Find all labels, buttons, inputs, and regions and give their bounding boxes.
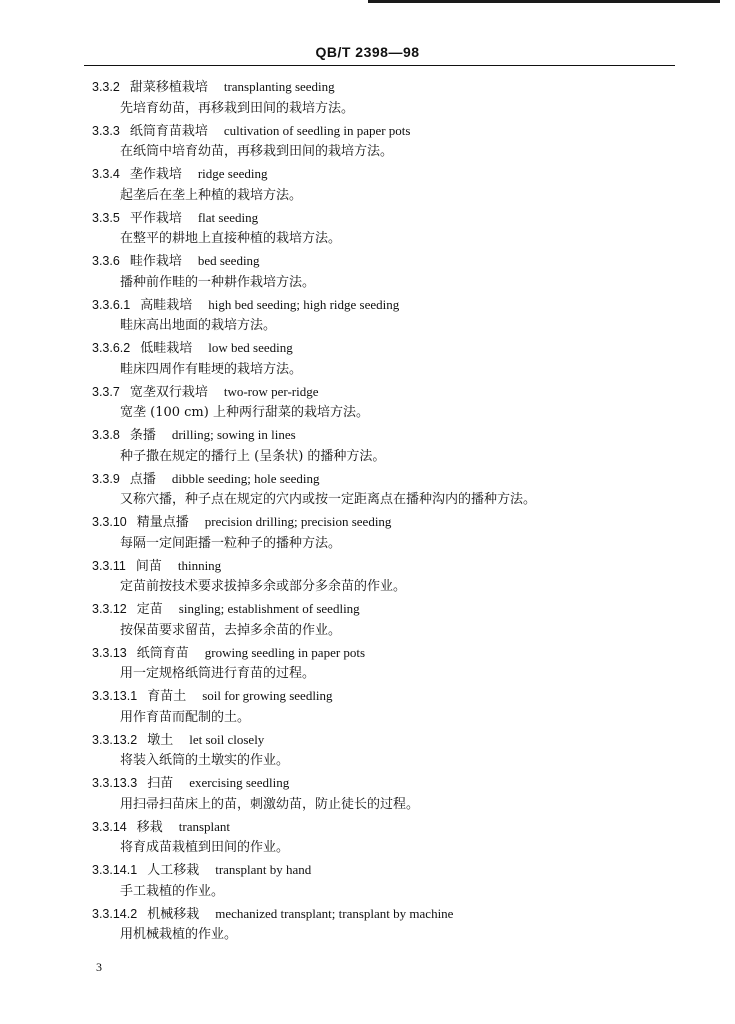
page-number: 3 <box>96 960 102 974</box>
term-chinese: 移栽 <box>136 819 163 835</box>
term-english: high bed seeding; high ridge seeding <box>208 296 400 312</box>
term-number: 3.3.13.3 <box>92 776 138 790</box>
term-line <box>92 816 692 838</box>
term-entry <box>92 76 692 120</box>
term-english: let soil closely <box>189 731 265 747</box>
term-line <box>92 381 692 403</box>
term-number: 3.3.6 <box>92 254 120 268</box>
term-number: 3.3.4 <box>92 167 120 181</box>
term-chinese: 间苗 <box>135 558 162 574</box>
term-line <box>92 859 692 881</box>
term-chinese: 育苗土 <box>147 689 187 704</box>
term-entry <box>92 294 692 338</box>
term-line <box>92 598 692 620</box>
term-english: precision drilling; precision seeding <box>204 514 392 529</box>
term-english: mechanized transplant; transplant by machine <box>215 905 454 921</box>
term-number: 3.3.9 <box>92 471 120 486</box>
term-number: 3.3.13 <box>92 645 127 660</box>
term-number: 3.3.13.2 <box>92 732 138 747</box>
term-definition: 用机械栽植的作业。 <box>120 927 238 942</box>
term-number: 3.3.6.1 <box>92 297 131 312</box>
term-definition: 用作育苗而配制的土。 <box>120 709 251 725</box>
term-english: dibble seeding; hole seeding <box>171 470 320 486</box>
term-definition: 又称穴播，种子点在规定的穴内或按一定距离点在播种沟内的播种方法。 <box>120 492 537 507</box>
term-number: 3.3.10 <box>92 515 127 529</box>
term-number: 3.3.14.1 <box>92 863 138 877</box>
term-number: 3.3.6.2 <box>92 341 131 355</box>
term-entry <box>92 729 692 773</box>
term-number: 3.3.13.1 <box>92 689 138 703</box>
term-chinese: 精量点播 <box>136 515 189 530</box>
term-definition: 起垄后在垄上种植的栽培方法。 <box>120 187 303 203</box>
term-definition: 手工栽植的作业。 <box>120 883 225 899</box>
term-list <box>92 76 692 946</box>
term-number: 3.3.2 <box>92 80 120 94</box>
term-line <box>92 337 692 359</box>
term-line <box>92 685 692 707</box>
term-chinese: 高畦栽培 <box>140 297 193 313</box>
term-definition: 用一定规格纸筒进行育苗的过程。 <box>120 666 316 681</box>
header-rule <box>84 65 675 66</box>
term-english: bed seeding <box>197 253 260 268</box>
term-entry <box>92 859 692 903</box>
term-number: 3.3.5 <box>92 210 120 225</box>
term-line <box>92 468 692 490</box>
term-line <box>92 772 692 794</box>
term-chinese: 纸筒育苗栽培 <box>129 123 208 139</box>
term-chinese: 甜菜移植栽培 <box>129 80 208 95</box>
term-definition: 按保苗要求留苗，去掉多余苗的作业。 <box>120 622 342 638</box>
term-entry <box>92 772 692 816</box>
term-definition: 畦床高出地面的栽培方法。 <box>120 318 277 333</box>
term-line <box>92 555 692 577</box>
term-english: two-row per-ridge <box>223 383 319 399</box>
term-chinese: 机械移栽 <box>147 906 200 922</box>
term-entry <box>92 207 692 251</box>
term-definition: 将育成苗栽植到田间的作业。 <box>120 840 290 855</box>
term-number: 3.3.8 <box>92 428 120 442</box>
term-entry <box>92 120 692 164</box>
term-chinese: 畦作栽培 <box>129 254 182 269</box>
term-line <box>92 294 692 316</box>
term-chinese: 平作栽培 <box>129 210 182 226</box>
term-chinese: 点播 <box>129 471 156 487</box>
term-chinese: 纸筒育苗 <box>136 645 189 661</box>
term-chinese: 垄作栽培 <box>129 167 182 182</box>
term-entry <box>92 511 692 555</box>
term-english: singling; establishment of seedling <box>178 601 360 616</box>
term-entry <box>92 163 692 207</box>
term-definition: 畦床四周作有畦埂的栽培方法。 <box>120 361 303 377</box>
top-edge-rule <box>368 0 720 3</box>
term-english: soil for growing seedling <box>202 688 333 703</box>
term-english: exercising seedling <box>189 775 290 790</box>
term-line <box>92 163 692 185</box>
term-number: 3.3.11 <box>92 558 126 573</box>
term-line <box>92 207 692 229</box>
term-entry <box>92 424 692 468</box>
term-entry <box>92 555 692 599</box>
term-english: transplant by hand <box>215 862 312 877</box>
term-entry <box>92 468 692 512</box>
term-english: transplant <box>178 818 231 834</box>
term-english: flat seeding <box>197 209 259 225</box>
term-english: ridge seeding <box>197 166 268 181</box>
term-english: cultivation of seedling in paper pots <box>223 122 411 138</box>
term-entry <box>92 685 692 729</box>
term-chinese: 扫苗 <box>147 776 174 791</box>
term-definition: 将装入纸筒的土墩实的作业。 <box>120 753 290 768</box>
term-number: 3.3.3 <box>92 123 120 138</box>
term-entry <box>92 816 692 860</box>
term-english: thinning <box>177 557 222 573</box>
term-line <box>92 76 692 98</box>
term-number: 3.3.14.2 <box>92 906 138 921</box>
term-number: 3.3.14 <box>92 819 127 834</box>
term-number: 3.3.7 <box>92 384 120 399</box>
term-definition: 用扫帚扫苗床上的苗，刺激幼苗，防止徒长的过程。 <box>120 796 420 812</box>
term-chinese: 人工移栽 <box>147 863 200 878</box>
term-definition: 在整平的耕地上直接种植的栽培方法。 <box>120 231 342 246</box>
term-chinese: 定苗 <box>136 602 163 617</box>
term-chinese: 宽垄双行栽培 <box>129 384 208 400</box>
term-line <box>92 729 692 751</box>
term-entry <box>92 642 692 686</box>
term-definition: 宽垄 (100 cm) 上种两行甜菜的栽培方法。 <box>120 405 369 420</box>
term-entry <box>92 903 692 947</box>
term-definition: 播种前作畦的一种耕作栽培方法。 <box>120 274 316 290</box>
term-entry <box>92 250 692 294</box>
term-line <box>92 642 692 664</box>
term-english: growing seedling in paper pots <box>204 644 366 660</box>
standard-code-header: QB/T 2398—98 <box>315 44 420 60</box>
term-english: transplanting seeding <box>223 79 335 94</box>
term-definition: 定苗前按技术要求拔掉多余或部分多余苗的作业。 <box>120 579 407 594</box>
term-line <box>92 424 692 446</box>
term-entry <box>92 337 692 381</box>
term-english: low bed seeding <box>208 340 293 355</box>
term-line <box>92 250 692 272</box>
term-definition: 在纸筒中培育幼苗，再移栽到田间的栽培方法。 <box>120 144 394 159</box>
term-definition: 种子撒在规定的播行上 (呈条状) 的播种方法。 <box>120 448 386 464</box>
term-chinese: 墩土 <box>147 732 174 748</box>
term-chinese: 条播 <box>129 428 156 443</box>
term-line <box>92 903 692 925</box>
term-number: 3.3.12 <box>92 602 127 616</box>
term-line <box>92 120 692 142</box>
term-line <box>92 511 692 533</box>
term-english: drilling; sowing in lines <box>171 427 296 442</box>
term-entry <box>92 381 692 425</box>
term-chinese: 低畦栽培 <box>140 341 193 356</box>
term-entry <box>92 598 692 642</box>
term-definition: 先培育幼苗，再移栽到田间的栽培方法。 <box>120 100 355 116</box>
term-definition: 每隔一定间距播一粒种子的播种方法。 <box>120 535 342 551</box>
